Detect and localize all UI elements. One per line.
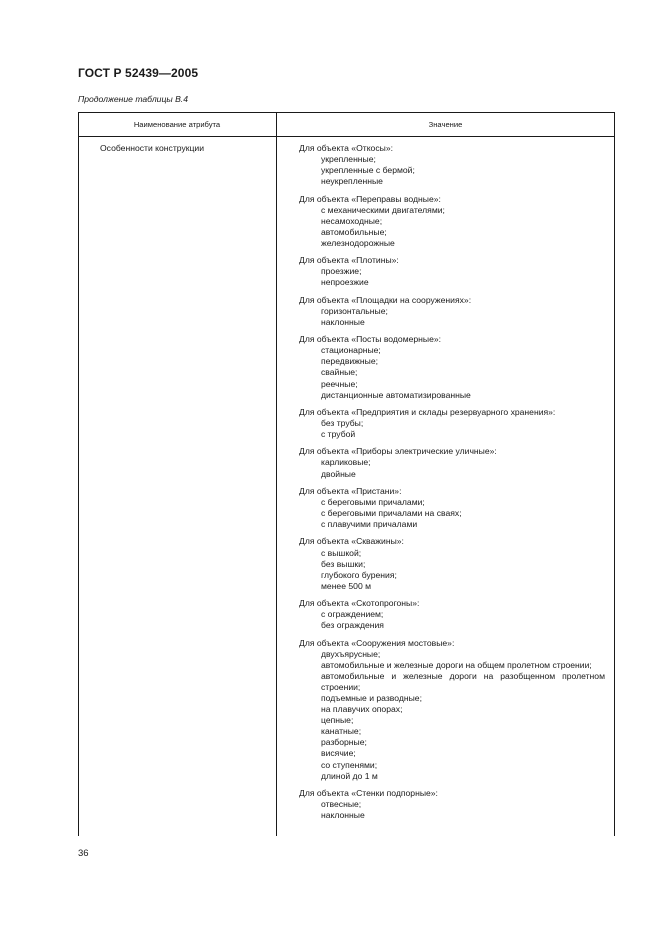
table-caption: Продолжение таблицы В.4 (78, 94, 188, 104)
table-column-divider (276, 112, 277, 836)
attribute-table (78, 112, 615, 836)
value-item: укрепленные; (321, 154, 376, 165)
value-item: без вышки; (321, 558, 366, 569)
value-item: цепные; (321, 715, 354, 726)
value-item: длиной до 1 м (321, 770, 378, 781)
value-group-title: Для объекта «Скотопрогоны»: (299, 598, 420, 609)
value-group-title: Для объекта «Приборы электрические уличные»: (299, 446, 497, 457)
value-item: с береговыми причалами на сваях; (321, 508, 462, 519)
value-group-title: Для объекта «Плотины»: (299, 255, 399, 266)
value-item: укрепленные с бермой; (321, 165, 415, 176)
value-item: автомобильные; (321, 226, 387, 237)
value-item: висячие; (321, 748, 356, 759)
value-item: с механическими двигателями; (321, 204, 445, 215)
page-number: 36 (78, 848, 89, 859)
value-group (299, 486, 605, 530)
value-item: наклонные (321, 810, 365, 821)
value-group-title: Для объекта «Откосы»: (299, 143, 393, 153)
value-item: с вышкой; (321, 547, 362, 558)
value-item: подъемные и разводные; (321, 693, 422, 703)
value-item: со ступенями; (321, 759, 378, 770)
value-item: глубокого бурения; (321, 569, 397, 580)
value-item: двухъярусные; (321, 648, 381, 659)
value-item: карликовые; (321, 457, 371, 468)
value-group-title: Для объекта «Посты водомерные»: (299, 334, 442, 345)
attribute-name-cell: Особенности конструкции (100, 143, 205, 153)
value-group (299, 194, 605, 249)
value-group-title: Для объекта «Переправы водные»: (299, 193, 441, 204)
value-item: дистанционные автоматизированные (321, 389, 471, 400)
value-group (299, 638, 605, 782)
value-group (299, 446, 605, 479)
value-item: без ограждения (321, 620, 384, 631)
value-item: с плавучими причалами (321, 519, 418, 530)
value-item: передвижные; (321, 356, 379, 367)
table-border-right (614, 112, 615, 836)
value-item: непроезжие (321, 277, 369, 288)
value-group-title: Для объекта «Пристани»: (299, 485, 402, 496)
value-item: автомобильные и железные дороги на общем пролетном строении; (321, 659, 592, 670)
value-item: автомобильные и железные дороги на разобщенном пролетном строении; (321, 670, 605, 692)
value-group-title: Для объекта «Сооружения мостовые»: (299, 637, 455, 648)
value-group (299, 143, 605, 187)
value-group (299, 536, 605, 591)
value-group (299, 295, 605, 328)
value-item: реечные; (321, 378, 358, 389)
value-item: менее 500 м (321, 580, 372, 591)
column-header-value: Значение (428, 120, 463, 129)
value-group-title: Для объекта «Стенки подпорные»: (299, 787, 438, 798)
value-item: без трубы; (321, 418, 364, 428)
value-group (299, 255, 605, 288)
value-group-title: Для объекта «Предприятия и склады резервуарного хранения»: (299, 406, 556, 417)
value-item: несамоходные; (321, 215, 383, 226)
value-item: разборные; (321, 737, 367, 748)
value-group (299, 334, 605, 401)
value-item: свайные; (321, 367, 358, 378)
table-border-left (78, 112, 79, 836)
values-cell (299, 143, 605, 827)
value-item: с ограждением; (321, 609, 384, 620)
document-code: ГОСТ Р 52439—2005 (78, 66, 199, 80)
column-header-attribute-name: Наименование атрибута (133, 120, 221, 129)
value-item: двойные (321, 468, 356, 479)
table-header-separator (78, 136, 615, 137)
value-item: стационарные; (321, 345, 381, 356)
value-group-title: Для объекта «Скважины»: (299, 536, 404, 547)
value-item: неукрепленные (321, 176, 383, 187)
value-item: с трубой (321, 429, 356, 440)
value-group (299, 788, 605, 821)
value-item: железнодорожные (321, 237, 395, 248)
value-item: отвесные; (321, 799, 362, 810)
value-item: наклонные (321, 316, 365, 327)
value-group (299, 598, 605, 631)
value-group (299, 407, 605, 440)
value-item: проезжие; (321, 266, 362, 277)
value-item: горизонтальные; (321, 305, 388, 316)
value-item: на плавучих опорах; (321, 704, 403, 715)
value-group-title: Для объекта «Площадки на сооружениях»: (299, 294, 472, 305)
value-item: с береговыми причалами; (321, 496, 425, 507)
value-item: канатные; (321, 726, 362, 737)
